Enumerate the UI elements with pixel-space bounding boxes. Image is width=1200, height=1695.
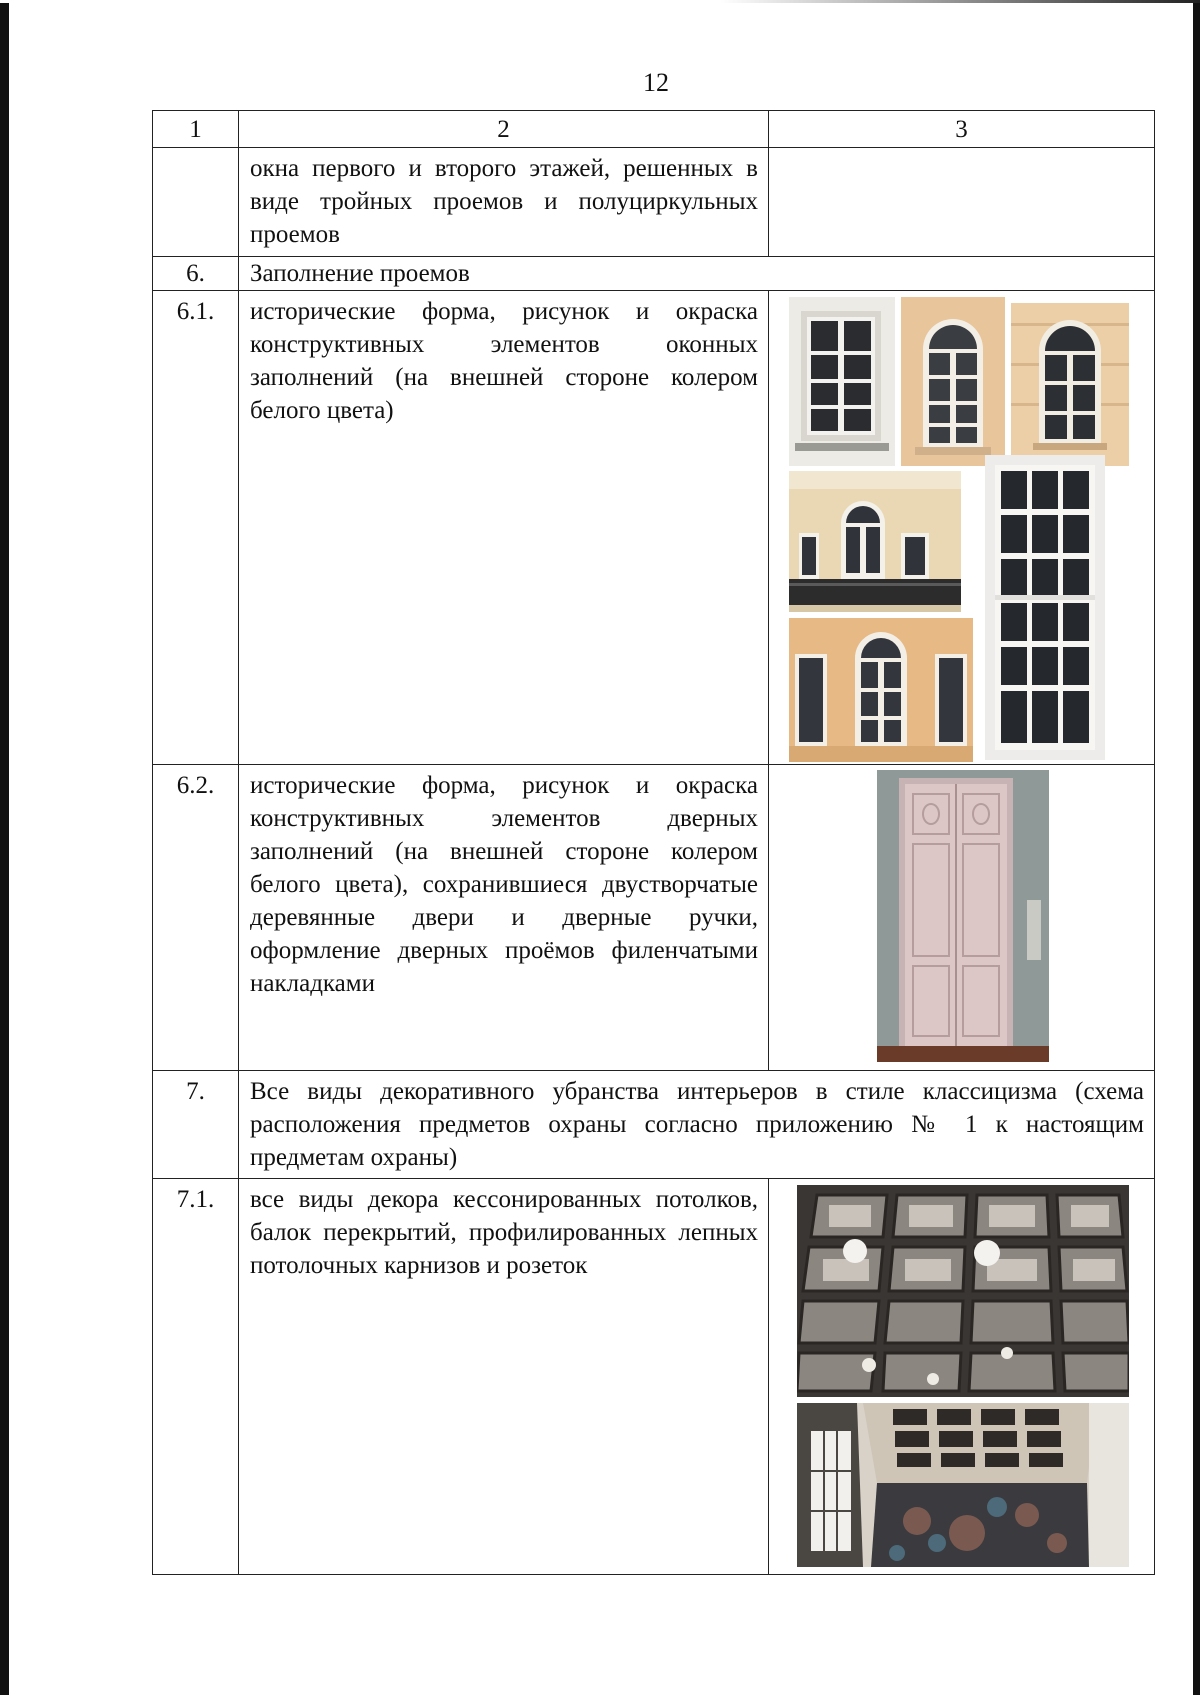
row-text: окна первого и второго этажей, решенных в виде тройных проемов и полуциркульных проемов bbox=[239, 148, 769, 257]
window-photo-6 bbox=[985, 455, 1105, 760]
window-photo-3 bbox=[1011, 303, 1129, 466]
table-row-section-7 bbox=[153, 1071, 1155, 1179]
row-text: Заполнение проемов bbox=[239, 257, 1155, 291]
scan-edge-top bbox=[0, 0, 1200, 3]
table-row-6-1 bbox=[153, 291, 1155, 765]
row-text: все виды декора кессонированных потолков, балок перекрытий, профилированных лепных потолочных карнизов и розеток bbox=[239, 1179, 769, 1575]
scan-edge-left bbox=[0, 0, 9, 1695]
ceiling-photos-cell bbox=[769, 1179, 1155, 1575]
table-header-row bbox=[153, 111, 1155, 148]
row-text: исторические форма, рисунок и окраска конструктивных элементов оконных заполнений (на внешней стороне колером белого цвета) bbox=[239, 291, 769, 765]
table-row-6-2 bbox=[153, 765, 1155, 1071]
window-photo-5 bbox=[789, 618, 973, 762]
scan-edge-right bbox=[1193, 0, 1200, 1695]
row-number: 6.1. bbox=[153, 291, 239, 765]
row-number: 7. bbox=[153, 1071, 239, 1179]
column-header-3: 3 bbox=[769, 111, 1155, 148]
window-photo-4 bbox=[789, 471, 961, 612]
window-photos-cell bbox=[769, 291, 1155, 765]
protection-items-table bbox=[152, 110, 1155, 1575]
table-row bbox=[153, 148, 1155, 257]
row-number: 6.2. bbox=[153, 765, 239, 1071]
column-header-1: 1 bbox=[153, 111, 239, 148]
row-number: 6. bbox=[153, 257, 239, 291]
window-photo-2 bbox=[901, 297, 1005, 466]
row-text: исторические форма, рисунок и окраска конструктивных элементов дверных заполнений (на внешней стороне колером белого цвета), сохранившиеся двустворчатые деревянные двери и дверные ручки, оформление дверных проёмов филенчатыми накладками bbox=[239, 765, 769, 1071]
column-header-2: 2 bbox=[239, 111, 769, 148]
door-photo-cell bbox=[769, 765, 1155, 1071]
table-row-section-6 bbox=[153, 257, 1155, 291]
window-photo-1 bbox=[789, 297, 895, 466]
ceiling-photo-1 bbox=[797, 1185, 1129, 1397]
page-number: 12 bbox=[643, 68, 669, 97]
ceiling-photo-2 bbox=[797, 1403, 1129, 1567]
door-photo bbox=[877, 770, 1049, 1062]
row-number: 7.1. bbox=[153, 1179, 239, 1575]
row-image-cell bbox=[769, 148, 1155, 257]
row-number bbox=[153, 148, 239, 257]
row-text: Все виды декоративного убранства интерьеров в стиле классицизма (схема расположения предметов охраны согласно приложению № 1 к настоящим предметам охраны) bbox=[239, 1071, 1155, 1179]
table-row-7-1 bbox=[153, 1179, 1155, 1575]
